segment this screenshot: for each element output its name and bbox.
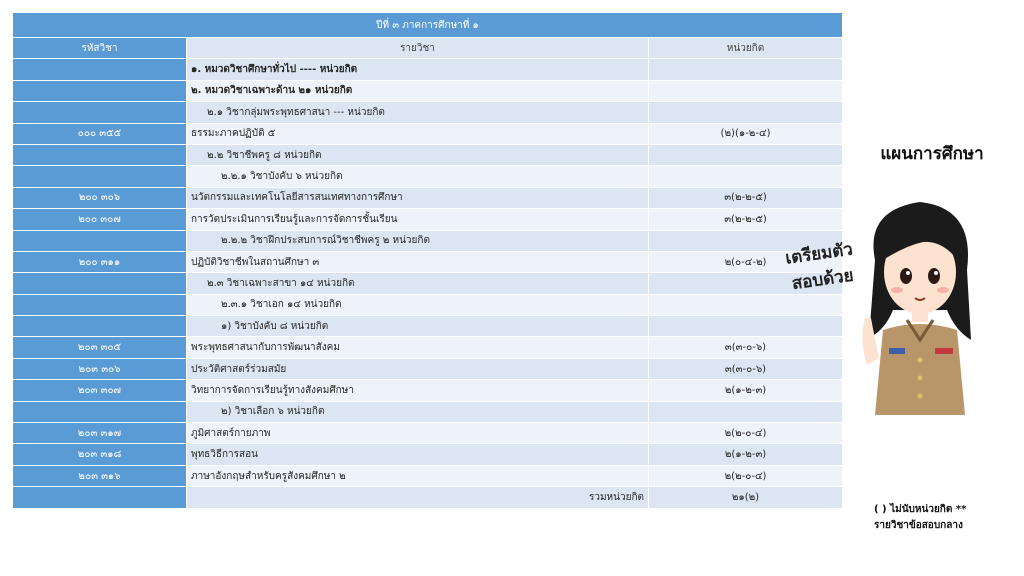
table-header-row xyxy=(13,38,843,59)
course-name: ๒.๒.๑ วิชาบังคับ ๖ หน่วยกิต xyxy=(187,166,649,187)
course-code: ๒๐๓ ๓๐๕ xyxy=(13,337,187,358)
course-name: ภาษาอังกฤษสำหรับครูสังคมศึกษา ๒ xyxy=(187,465,649,486)
course-name: ประวัติศาสตร์ร่วมสมัย xyxy=(187,358,649,379)
course-credits: ๒(๒-๐-๔) xyxy=(649,465,843,486)
course-name: ธรรมะภาคปฏิบัติ ๕ xyxy=(187,123,649,144)
course-name: ๑. หมวดวิชาศึกษาทั่วไป ---- หน่วยกิต xyxy=(187,59,649,80)
course-name: นวัตกรรมและเทคโนโลยีสารสนเทศทางการศึกษา xyxy=(187,187,649,208)
course-code: ๒๐๐ ๓๐๖ xyxy=(13,187,187,208)
footnote xyxy=(874,502,1014,534)
table-row xyxy=(13,423,843,444)
course-code: ๒๐๓ ๓๑๗ xyxy=(13,423,187,444)
footnote-uncounted-credits: ( ) ไม่นับหน่วยกิต ** xyxy=(874,504,967,515)
course-credits xyxy=(649,144,843,165)
course-name: การวัดประเมินการเรียนรู้และการจัดการชั้นเรียน xyxy=(187,209,649,230)
course-code xyxy=(13,316,187,337)
course-name: ๒) วิชาเลือก ๖ หน่วยกิต xyxy=(187,401,649,422)
course-credits: ๓(๒-๒-๕) xyxy=(649,187,843,208)
course-code xyxy=(13,80,187,101)
course-name: ๒.๑ วิชากลุ่มพระพุทธศาสนา --- หน่วยกิต xyxy=(187,102,649,123)
table-row xyxy=(13,294,843,315)
course-code xyxy=(13,487,187,508)
course-credits: ๓(๒-๒-๕) xyxy=(649,209,843,230)
course-name: พระพุทธศาสนากับการพัฒนาสังคม xyxy=(187,337,649,358)
course-code: ๐๐๐ ๓๕๕ xyxy=(13,123,187,144)
header-course-code: รหัสวิชา xyxy=(13,38,187,59)
course-name: ๒.๒.๒ วิชาฝึกประสบการณ์วิชาชีพครู ๒ หน่วยกิต xyxy=(187,230,649,251)
course-code: ๒๐๓ ๓๐๖ xyxy=(13,358,187,379)
table-row xyxy=(13,401,843,422)
table-row xyxy=(13,80,843,101)
total-credits: ๒๑(๒) xyxy=(649,487,843,508)
table-row xyxy=(13,380,843,401)
course-code: ๒๐๐ ๓๐๗ xyxy=(13,209,187,230)
header-course-name: รายวิชา xyxy=(187,38,649,59)
course-credits xyxy=(649,316,843,337)
table-row xyxy=(13,59,843,80)
course-credits: ๓(๓-๐-๖) xyxy=(649,358,843,379)
course-code xyxy=(13,102,187,123)
course-credits: ๒(๑-๒-๓) xyxy=(649,380,843,401)
course-code xyxy=(13,294,187,315)
course-code xyxy=(13,144,187,165)
course-name: วิทยาการจัดการเรียนรู้ทางสังคมศึกษา xyxy=(187,380,649,401)
table-row xyxy=(13,209,843,230)
table-row xyxy=(13,144,843,165)
study-plan-heading: แผนการศึกษา xyxy=(880,144,984,164)
course-name: พุทธวิธีการสอน xyxy=(187,444,649,465)
table-title: ปีที่ ๓ ภาคการศึกษาที่ ๑ xyxy=(13,13,843,38)
table-row xyxy=(13,273,843,294)
course-name: ๑) วิชาบังคับ ๘ หน่วยกิต xyxy=(187,316,649,337)
course-credits: ๓(๓-๐-๖) xyxy=(649,337,843,358)
total-label: รวมหน่วยกิต xyxy=(187,487,649,508)
course-code xyxy=(13,401,187,422)
table-title-row xyxy=(13,13,843,38)
table-row xyxy=(13,166,843,187)
study-plan-table xyxy=(12,12,843,509)
course-code xyxy=(13,59,187,80)
course-credits xyxy=(649,80,843,101)
table-body xyxy=(13,59,843,508)
course-credits: ๒(๐-๔-๒) xyxy=(649,251,843,272)
course-credits: ๒(๒-๐-๔) xyxy=(649,423,843,444)
table-row xyxy=(13,358,843,379)
course-credits: (๒)(๑-๒-๔) xyxy=(649,123,843,144)
course-code: ๒๐๓ ๓๐๗ xyxy=(13,380,187,401)
table-row xyxy=(13,251,843,272)
course-credits xyxy=(649,401,843,422)
table-row xyxy=(13,123,843,144)
table-row xyxy=(13,230,843,251)
table-row xyxy=(13,316,843,337)
course-credits: ๒(๑-๒-๓) xyxy=(649,444,843,465)
speech-line-2: สอบด้วย xyxy=(790,265,855,294)
course-name: ๒.๓.๑ วิชาเอก ๑๔ หน่วยกิต xyxy=(187,294,649,315)
course-code xyxy=(13,230,187,251)
course-credits xyxy=(649,166,843,187)
total-row xyxy=(13,487,843,508)
course-code xyxy=(13,273,187,294)
course-name: ภูมิศาสตร์กายภาพ xyxy=(187,423,649,444)
teacher-cartoon-icon xyxy=(845,190,995,420)
table-row xyxy=(13,465,843,486)
course-credits xyxy=(649,59,843,80)
course-code: ๒๐๐ ๓๑๑ xyxy=(13,251,187,272)
course-name: ๒.๓ วิชาเฉพาะสาขา ๑๔ หน่วยกิต xyxy=(187,273,649,294)
table-row xyxy=(13,187,843,208)
course-code: ๒๐๓ ๓๑๘ xyxy=(13,444,187,465)
course-code xyxy=(13,166,187,187)
speech-line-1: เตรียมตัว xyxy=(784,239,855,269)
header-credits: หน่วยกิต xyxy=(649,38,843,59)
table-row xyxy=(13,102,843,123)
course-credits xyxy=(649,294,843,315)
table-row xyxy=(13,444,843,465)
course-name: ๒.๒ วิชาชีพครู ๘ หน่วยกิต xyxy=(187,144,649,165)
footnote-central-exam: รายวิชาข้อสอบกลาง xyxy=(874,520,963,531)
course-code: ๒๐๓ ๓๑๖ xyxy=(13,465,187,486)
course-name: ปฏิบัติวิชาชีพในสถานศึกษา ๓ xyxy=(187,251,649,272)
course-credits xyxy=(649,102,843,123)
course-name: ๒. หมวดวิชาเฉพาะด้าน ๒๑ หน่วยกิต xyxy=(187,80,649,101)
table-row xyxy=(13,337,843,358)
